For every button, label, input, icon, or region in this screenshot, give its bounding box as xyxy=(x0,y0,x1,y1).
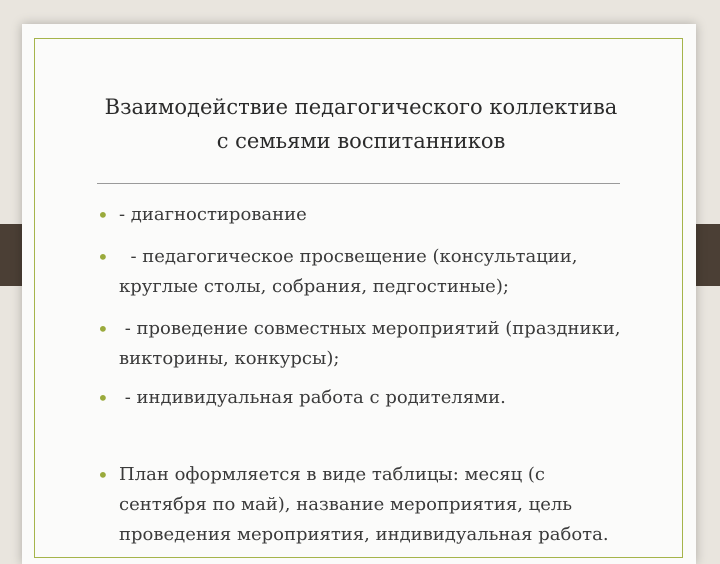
right-decorative-tab xyxy=(696,224,720,286)
slide-title-line-1: Взаимодействие педагогического коллектива xyxy=(104,95,618,119)
slide-title xyxy=(94,90,628,158)
left-decorative-tab xyxy=(0,224,22,286)
list-item-text: - педагогическое просвещение (консультации, круглые столы, собрания, педгостиные); xyxy=(119,246,584,297)
list-item xyxy=(97,383,637,413)
list-item-text: План оформляется в виде таблицы: месяц (с сентября по май), название мероприятия, цель проведения мероприятия, индивидуальная работа. xyxy=(119,464,609,545)
list-item-text: - проведение совместных мероприятий (праздники, викторины, конкурсы); xyxy=(119,318,627,369)
bullet-icon: • xyxy=(97,463,109,487)
list-item xyxy=(97,242,637,302)
bullet-icon: • xyxy=(97,245,109,269)
slide-title-line-2: с семьями воспитанников xyxy=(216,129,506,153)
list-item xyxy=(97,314,637,374)
bullet-icon: • xyxy=(97,386,109,410)
list-item-text: - диагностирование xyxy=(119,204,307,225)
title-divider xyxy=(97,183,620,184)
list-item-text: - индивидуальная работа с родителями. xyxy=(119,387,506,408)
list-item xyxy=(97,460,637,550)
bullet-icon: • xyxy=(97,317,109,341)
bullet-icon: • xyxy=(97,203,109,227)
list-item xyxy=(97,200,637,230)
